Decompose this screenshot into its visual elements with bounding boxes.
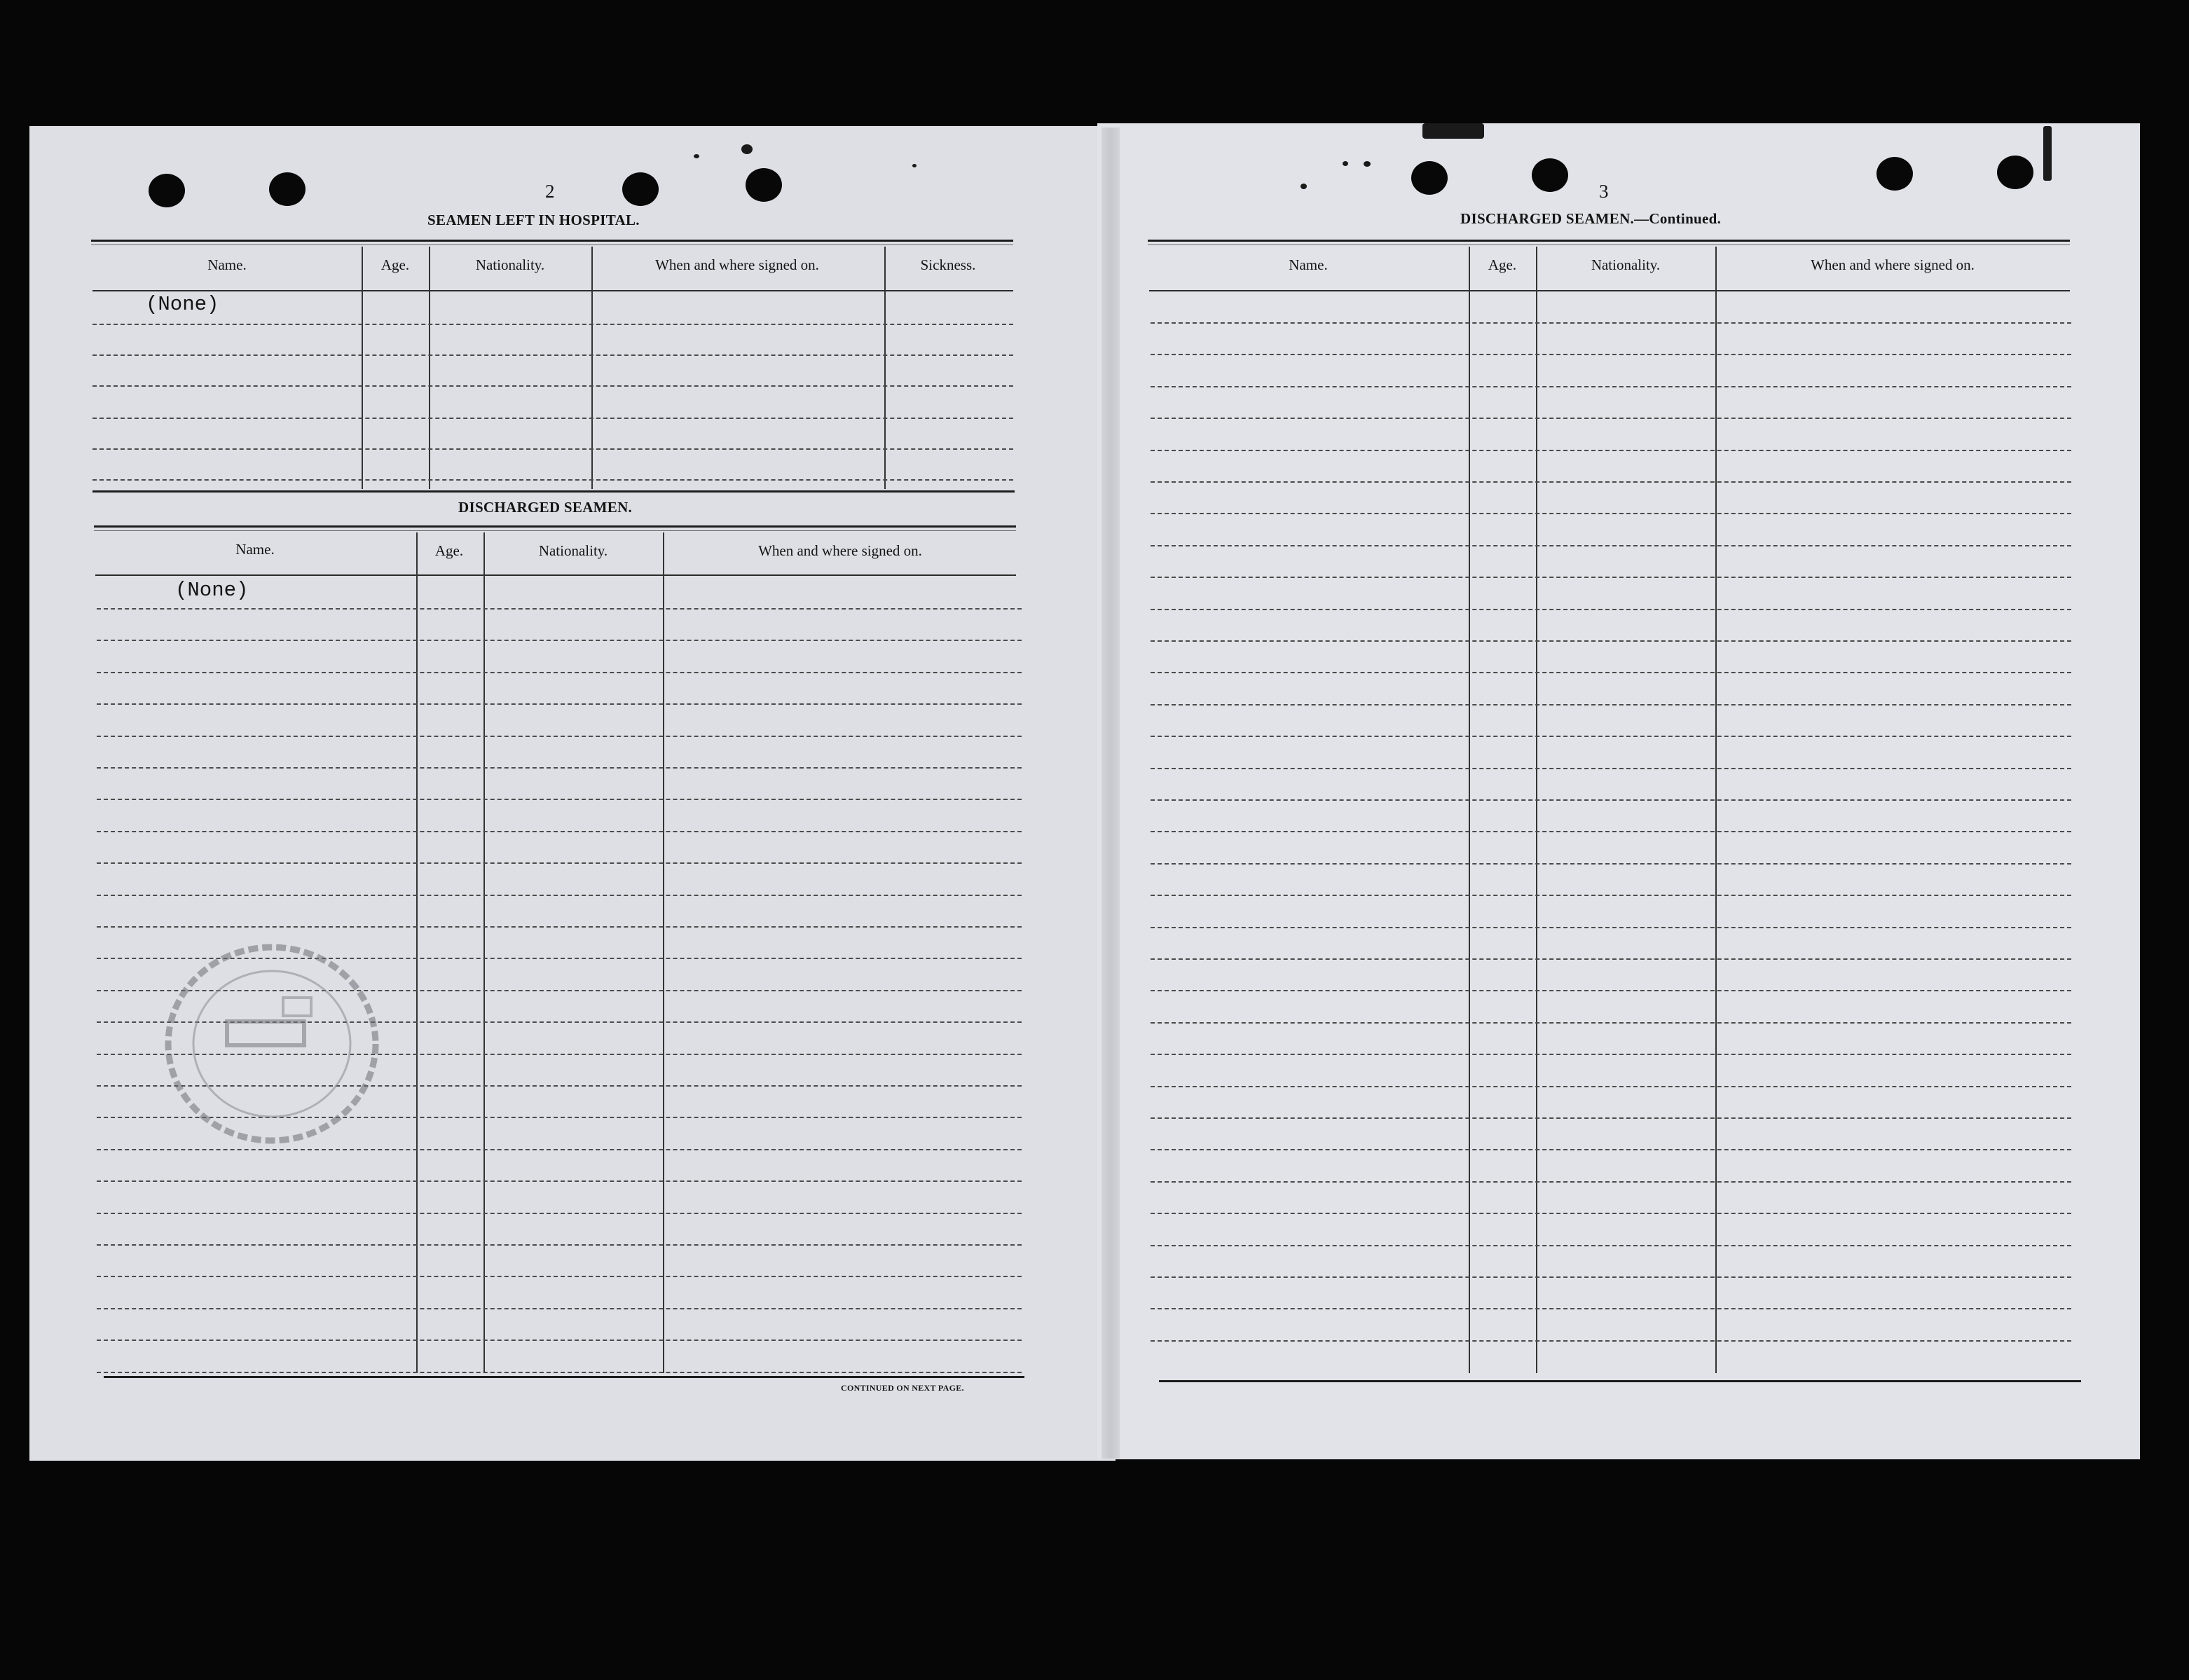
speck <box>1301 184 1307 189</box>
column-divider <box>362 247 363 489</box>
dotted-row <box>97 926 1022 928</box>
dotted-row <box>1151 1245 2071 1246</box>
section-title-discharged: DISCHARGED SEAMEN. <box>458 499 633 516</box>
rule <box>94 525 1016 528</box>
dotted-row <box>1151 895 2071 896</box>
dotted-row <box>92 479 1013 481</box>
column-divider <box>429 247 430 489</box>
dotted-row <box>97 608 1022 610</box>
dotted-row <box>92 448 1013 450</box>
speck <box>1364 161 1371 167</box>
punch-hole <box>1876 157 1913 191</box>
dotted-row <box>1151 1117 2071 1119</box>
rule <box>94 530 1016 531</box>
column-header-signed-on: When and where signed on. <box>655 256 819 273</box>
column-divider <box>591 247 593 489</box>
dotted-row <box>97 1149 1022 1150</box>
dotted-row <box>1151 704 2071 705</box>
dotted-row <box>1151 768 2071 769</box>
column-divider <box>416 532 418 1373</box>
dotted-row <box>1151 513 2071 514</box>
column-divider <box>1536 247 1537 1373</box>
column-divider <box>1715 247 1717 1373</box>
punch-hole <box>1411 161 1448 195</box>
dotted-row <box>1151 418 2071 419</box>
rule <box>91 240 1013 242</box>
column-header-age: Age. <box>1488 256 1517 273</box>
page-fold <box>1102 128 1120 1459</box>
dotted-row <box>97 799 1022 800</box>
punch-hole <box>622 172 659 206</box>
dotted-row <box>1151 609 2071 610</box>
dotted-row <box>1151 577 2071 578</box>
entry-none: (None) <box>175 579 249 602</box>
rule <box>92 490 1015 493</box>
column-header-name: Name. <box>235 541 275 558</box>
dotted-row <box>97 862 1022 864</box>
section-title-discharged-continued: DISCHARGED SEAMEN.—Continued. <box>1460 210 1722 227</box>
column-header-signed-on: When and where signed on. <box>1811 256 1975 273</box>
dotted-row <box>97 736 1022 737</box>
rule <box>1159 1380 2081 1382</box>
rule <box>95 574 1016 576</box>
column-header-sickness: Sickness. <box>920 256 976 273</box>
dotted-row <box>97 1308 1022 1309</box>
section-title-hospital: SEAMEN LEFT IN HOSPITAL. <box>427 212 640 228</box>
dotted-row <box>97 767 1022 769</box>
dotted-row <box>1151 927 2071 928</box>
dotted-row <box>1151 1213 2071 1214</box>
dotted-row <box>97 831 1022 832</box>
page-number: 2 <box>545 181 555 202</box>
dotted-row <box>1151 831 2071 832</box>
speck <box>694 154 699 158</box>
dotted-row <box>97 895 1022 896</box>
dotted-row <box>92 418 1013 419</box>
dotted-row <box>97 703 1022 705</box>
dotted-row <box>92 385 1013 387</box>
dotted-row <box>92 324 1013 325</box>
dotted-row <box>97 1180 1022 1182</box>
dotted-row <box>1151 1054 2071 1055</box>
dotted-row <box>1151 1340 2071 1342</box>
punch-hole <box>1532 158 1568 192</box>
column-divider <box>483 532 485 1373</box>
rule <box>1148 240 2070 242</box>
dotted-row <box>1151 322 2071 324</box>
dotted-row <box>97 1340 1022 1341</box>
dotted-row <box>1151 863 2071 865</box>
speck <box>1343 161 1348 166</box>
column-header-name: Name. <box>207 256 247 273</box>
rule <box>104 1376 1024 1378</box>
speck <box>741 144 753 154</box>
page-number: 3 <box>1599 181 1609 202</box>
entry-none: (None) <box>146 293 219 316</box>
dotted-row <box>1151 1086 2071 1087</box>
column-divider <box>663 532 664 1373</box>
dotted-row <box>97 1276 1022 1277</box>
circular-stamp-icon <box>160 939 384 1149</box>
dotted-row <box>97 1372 1022 1373</box>
dotted-row <box>1151 672 2071 673</box>
dotted-row <box>1151 958 2071 960</box>
punch-hole <box>269 172 306 206</box>
dotted-row <box>1151 1022 2071 1024</box>
dotted-row <box>97 1213 1022 1214</box>
column-header-age: Age. <box>380 256 410 273</box>
dotted-row <box>97 1244 1022 1246</box>
column-header-name: Name. <box>1289 256 1328 273</box>
dotted-row <box>1151 736 2071 737</box>
column-header-nationality: Nationality. <box>538 542 608 559</box>
column-divider <box>884 247 886 489</box>
dotted-row <box>1151 1181 2071 1183</box>
punch-hole <box>149 174 185 207</box>
column-header-age: Age. <box>434 542 464 559</box>
speck <box>912 164 917 167</box>
right-page <box>1097 123 2140 1459</box>
column-header-signed-on: When and where signed on. <box>758 542 922 559</box>
rule <box>92 290 1013 291</box>
dotted-row <box>1151 1149 2071 1150</box>
punch-hole <box>1997 156 2033 189</box>
continued-note: CONTINUED ON NEXT PAGE. <box>841 1383 964 1393</box>
dotted-row <box>1151 481 2071 483</box>
speck <box>2043 126 2052 181</box>
dotted-row <box>1151 354 2071 355</box>
dotted-row <box>97 672 1022 673</box>
dotted-row <box>1151 1308 2071 1309</box>
dotted-row <box>1151 545 2071 546</box>
left-page <box>29 126 1116 1461</box>
dotted-row <box>92 354 1013 356</box>
speck <box>1422 123 1484 139</box>
dotted-row <box>1151 640 2071 642</box>
dotted-row <box>1151 450 2071 451</box>
dotted-row <box>1151 1276 2071 1278</box>
rule <box>1149 290 2070 291</box>
punch-hole <box>746 168 782 202</box>
dotted-row <box>97 640 1022 641</box>
dotted-row <box>1151 386 2071 387</box>
column-header-nationality: Nationality. <box>1591 256 1661 273</box>
dotted-row <box>1151 990 2071 991</box>
dotted-row <box>1151 799 2071 801</box>
column-header-nationality: Nationality. <box>475 256 545 273</box>
column-divider <box>1469 247 1470 1373</box>
